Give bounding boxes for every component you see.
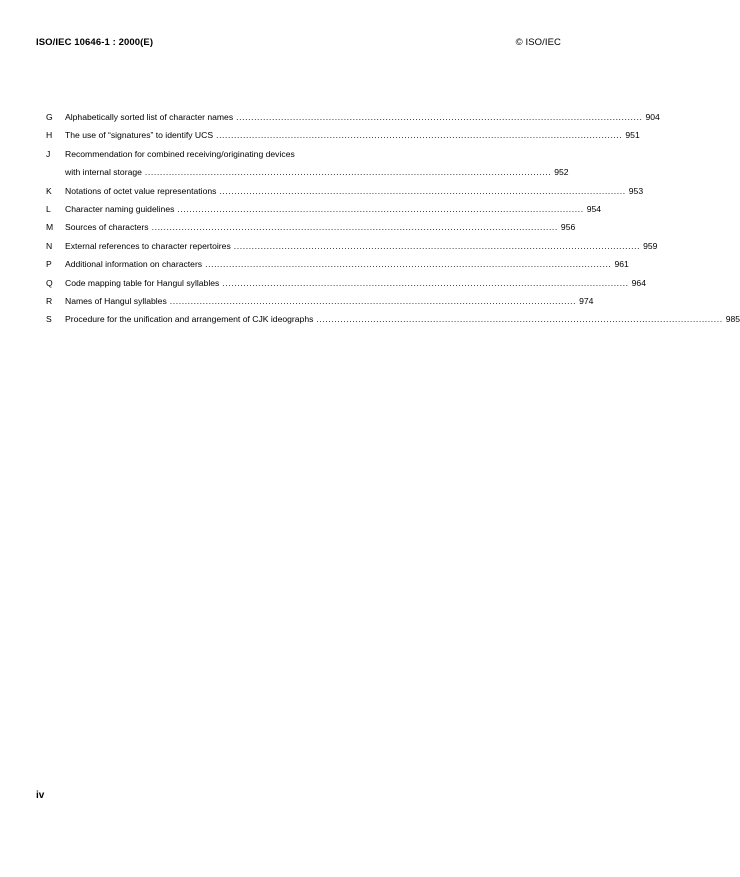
page-number: 904 xyxy=(645,112,660,122)
toc-entry-p[interactable] xyxy=(46,255,629,273)
page-number: 959 xyxy=(643,240,658,251)
page-number: 974 xyxy=(579,295,594,306)
annex-title: Alphabetically sorted list of character names xyxy=(65,112,234,122)
annex-title: Code mapping table for Hangul syllables xyxy=(65,277,220,288)
page-number: 956 xyxy=(560,222,576,233)
dot-leader: ........................................................................................................................................ xyxy=(216,130,623,141)
toc-entry-m[interactable] xyxy=(46,218,576,236)
annex-title: External references to character repertoires xyxy=(65,240,231,251)
annex-title: Sources of characters xyxy=(65,222,149,233)
annex-letter: R xyxy=(46,295,53,306)
annex-letter: M xyxy=(46,222,54,233)
annex-title: Names of Hangul syllables xyxy=(65,295,167,306)
dot-leader: ........................................................................................................................................ xyxy=(177,203,584,214)
page-number: 961 xyxy=(614,259,629,270)
annex-letter: L xyxy=(46,203,51,214)
page-number: 954 xyxy=(586,203,602,214)
page-number: 952 xyxy=(554,167,569,178)
annex-title: Notations of octet value representations xyxy=(65,185,217,196)
page-number: 951 xyxy=(625,130,640,141)
annex-letter: J xyxy=(46,148,51,159)
dot-leader: ........................................................................................................................................ xyxy=(144,167,552,178)
annex-title: Procedure for the unification and arrangement of CJK ideographs xyxy=(65,314,314,325)
toc-entry-g[interactable] xyxy=(46,108,660,126)
annex-title: Character naming guidelines xyxy=(65,203,175,214)
annex-letter: Q xyxy=(46,277,53,288)
annex-letter: S xyxy=(46,314,52,325)
copyright-header: © ISO/IEC xyxy=(515,37,561,48)
annex-title: The use of “signatures” to identify UCS xyxy=(65,130,214,141)
page-number: 964 xyxy=(631,277,646,288)
annex-letter: H xyxy=(46,130,53,141)
document-id-header: ISO/IEC 10646-1 : 2000(E) xyxy=(36,37,154,48)
annex-letter: P xyxy=(46,259,52,270)
toc-entry-n[interactable] xyxy=(46,237,658,255)
annex-title: with internal storage xyxy=(65,167,142,178)
annex-letter: G xyxy=(46,112,53,122)
annex-title: Additional information on characters xyxy=(65,259,203,270)
toc-entry-k[interactable] xyxy=(46,182,644,200)
table-of-contents xyxy=(46,108,740,329)
toc-entry-j-continued[interactable] xyxy=(46,163,569,181)
dot-leader: ........................................................................................................................................ xyxy=(151,222,558,233)
dot-leader: ........................................................................................................................................ xyxy=(169,295,577,306)
dot-leader: ........................................................................................................................................ xyxy=(205,259,612,270)
toc-entry-h[interactable] xyxy=(46,126,640,144)
dot-leader: ........................................................................................................................................ xyxy=(316,314,723,325)
dot-leader: ........................................................................................................................................ xyxy=(219,185,626,196)
page-number: 985 xyxy=(725,314,740,325)
toc-entry-l[interactable] xyxy=(46,200,602,218)
toc-entry-r[interactable] xyxy=(46,292,594,310)
toc-entry-s[interactable] xyxy=(46,310,740,328)
toc-entry-j[interactable] xyxy=(46,145,414,163)
dot-leader: ........................................................................................................................................ xyxy=(222,277,629,288)
annex-letter: K xyxy=(46,185,52,196)
toc-entry-q[interactable] xyxy=(46,274,646,292)
dot-leader: ........................................................................................................................................ xyxy=(236,112,643,122)
dot-leader: ........................................................................................................................................ xyxy=(233,240,641,251)
annex-letter: N xyxy=(46,240,53,251)
page-number: 953 xyxy=(628,185,644,196)
annex-title: Recommendation for combined receiving/originating devices xyxy=(65,148,295,159)
page-number-footer: iv xyxy=(36,790,45,801)
